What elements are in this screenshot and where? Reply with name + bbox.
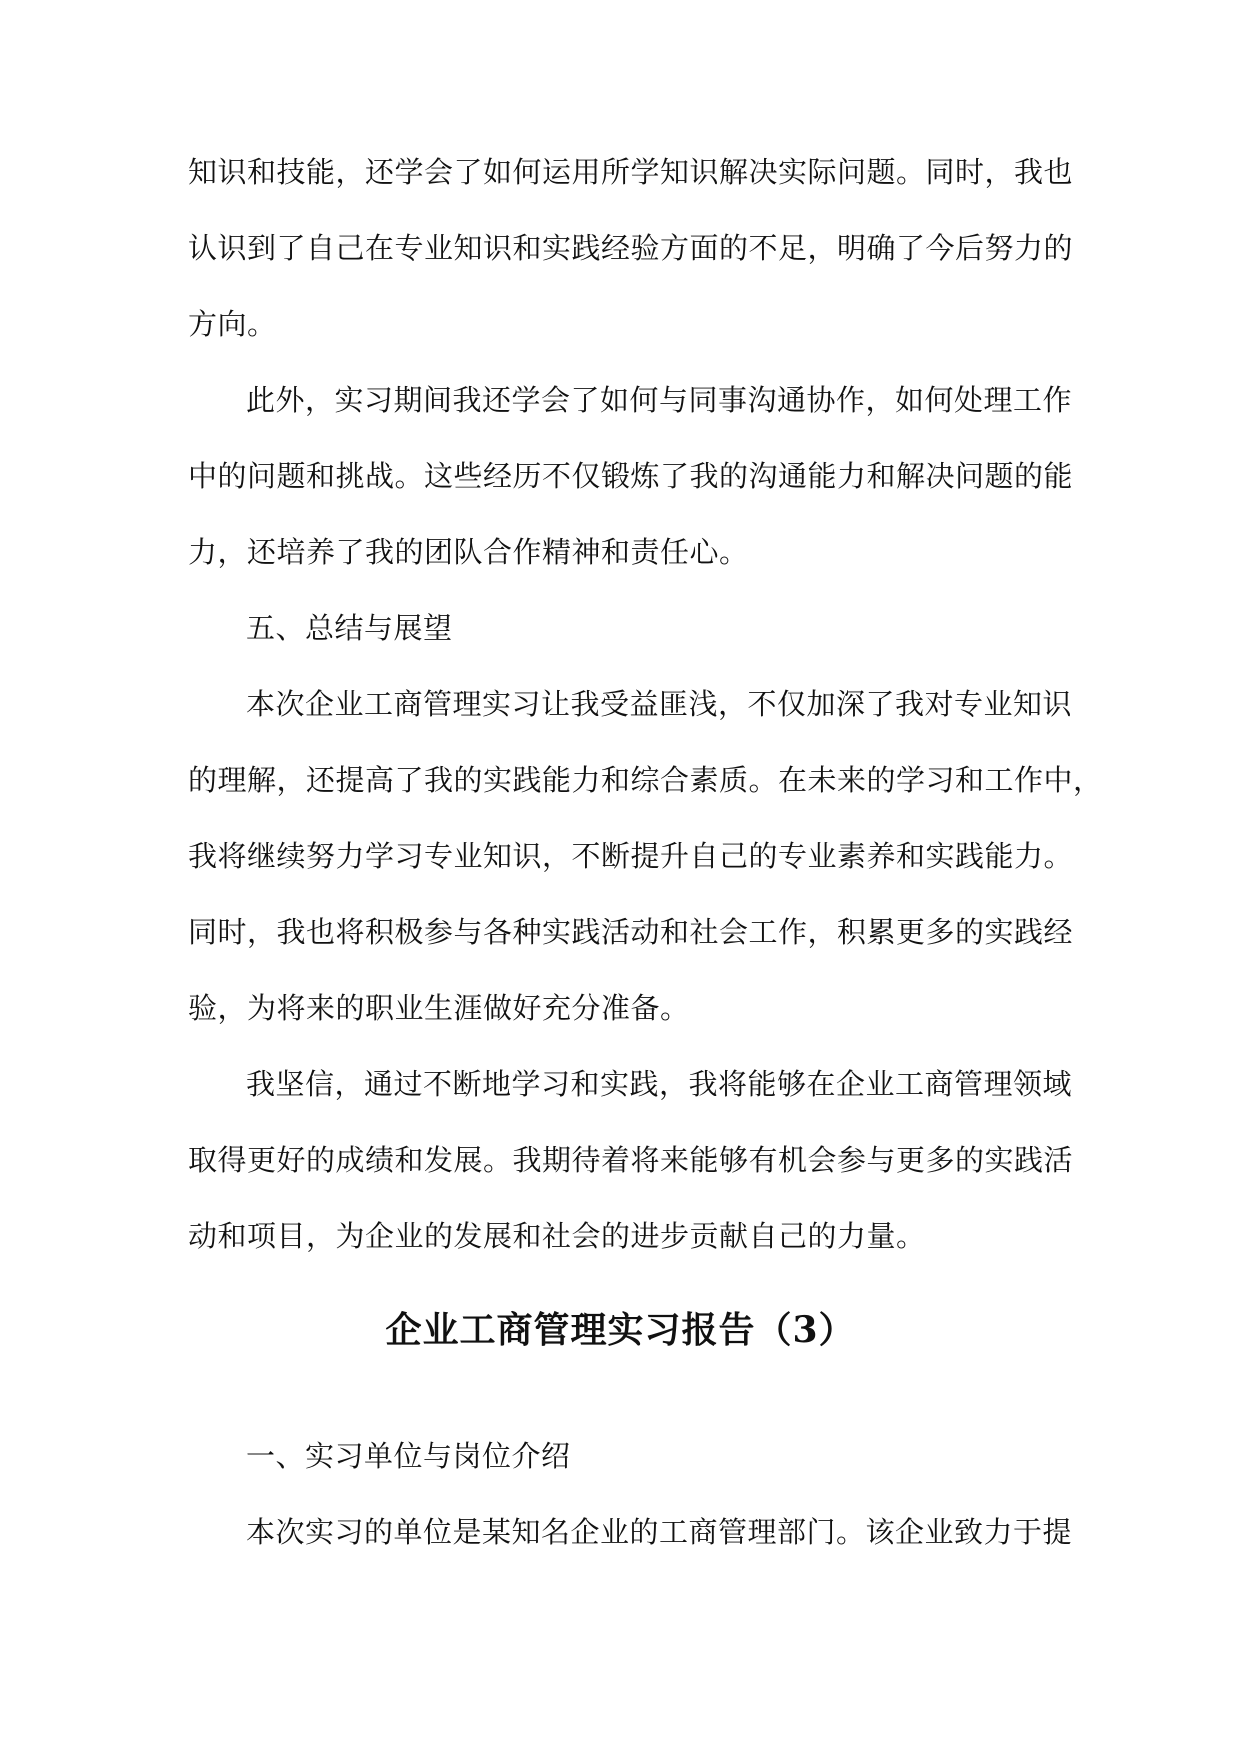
text-line: 动和项目，为企业的发展和社会的进步贡献自己的力量。 [188,1219,926,1253]
text-line: 力，还培养了我的团队合作精神和责任心。 [188,535,749,569]
text-line: 本次实习的单位是某知名企业的工商管理部门。该企业致力于提 [246,1515,1073,1549]
text-line: 的理解，还提高了我的实践能力和综合素质。在未来的学习和工作中， [188,763,1103,797]
text-line: 知识和技能，还学会了如何运用所学知识解决实际问题。同时，我也 [188,155,1074,189]
text-line: 同时，我也将积极参与各种实践活动和社会工作，积累更多的实践经 [188,915,1074,949]
text-line: 我将继续努力学习专业知识，不断提升自己的专业素养和实践能力。 [188,839,1074,873]
text-line: 此外，实习期间我还学会了如何与同事沟通协作，如何处理工作 [246,383,1073,417]
text-line: 中的问题和挑战。这些经历不仅锻炼了我的沟通能力和解决问题的能 [188,459,1074,493]
text-line: 认识到了自己在专业知识和实践经验方面的不足，明确了今后努力的 [188,231,1074,265]
text-line: 我坚信，通过不断地学习和实践，我将能够在企业工商管理领域 [246,1067,1073,1101]
text-line: 本次企业工商管理实习让我受益匪浅，不仅加深了我对专业知识 [246,687,1073,721]
text-line: 取得更好的成绩和发展。我期待着将来能够有机会参与更多的实践活 [188,1143,1074,1177]
report-title: 企业工商管理实习报告（3） [385,1309,856,1351]
report-body [188,1418,1073,1570]
section-heading-summary: 五、总结与展望 [246,611,453,645]
text-line: 方向。 [188,307,277,341]
section-heading-intro: 一、实习单位与岗位介绍 [246,1439,571,1473]
text-line: 验，为将来的职业生涯做好充分准备。 [188,991,690,1025]
paragraph-continuation [188,134,1103,1274]
